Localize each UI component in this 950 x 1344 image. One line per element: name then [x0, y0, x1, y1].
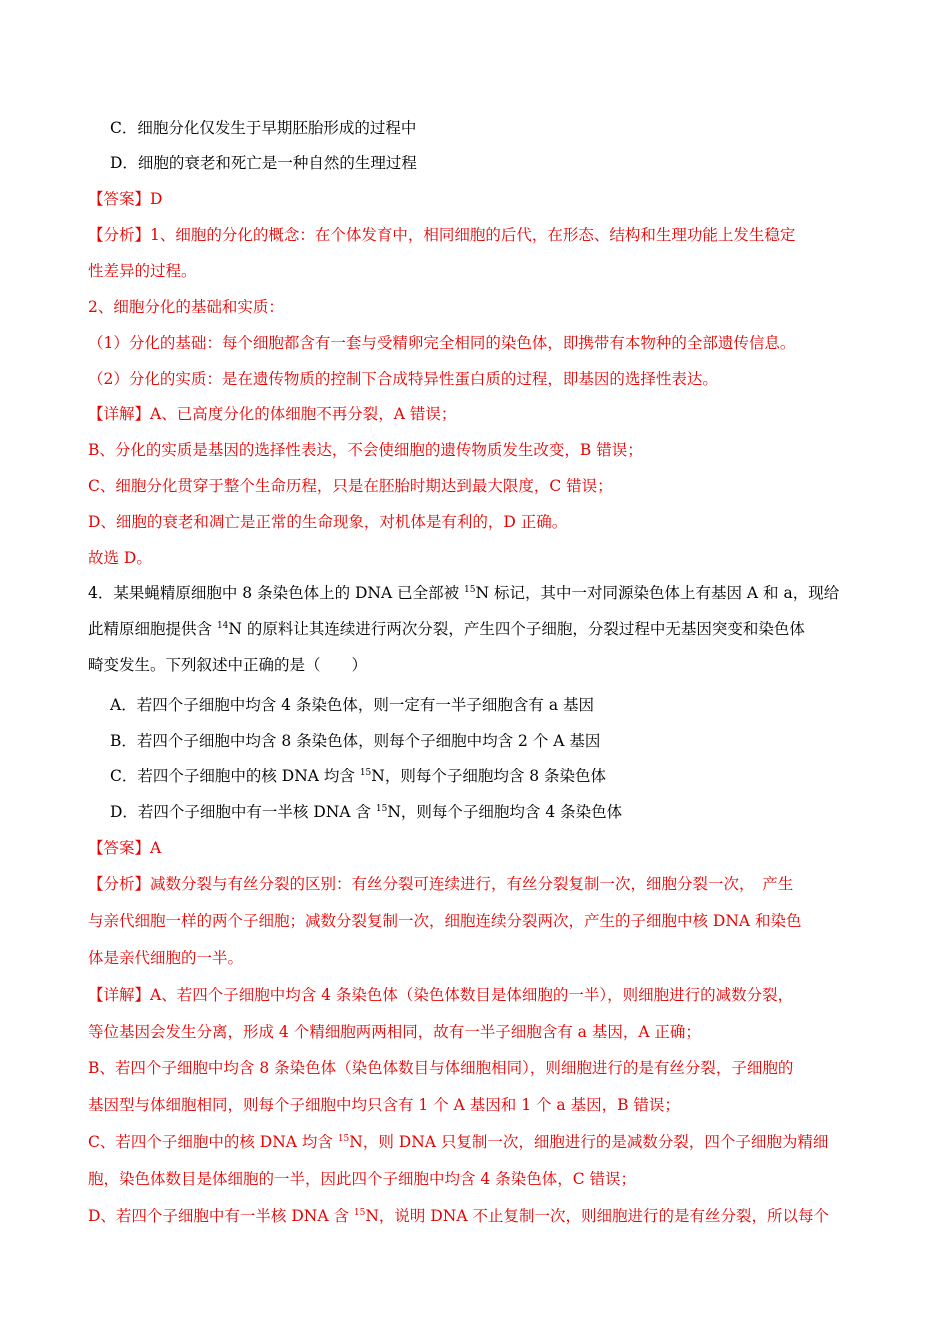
q4-option-d	[110, 801, 622, 823]
q4-answer: 【答案】A	[88, 839, 162, 857]
q4-stem-2-post: N 的原料让其连续进行两次分裂，产生四个子细胞，分裂过程中无基因突变和染色体	[228, 620, 805, 638]
q4-detail-a-line-2: 等位基因会发生分离，形成 4 个精细胞两两相同，故有一半子细胞含有 a 基因，A 正确；	[88, 1023, 701, 1041]
q3-conclusion: 故选 D。	[88, 549, 152, 567]
q3-analysis-line-2: 性差异的过程。	[88, 262, 197, 280]
q4-option-d-post: N，则每个子细胞均含 4 条染色体	[387, 803, 623, 821]
q4-stem-2-pre: 此精原细胞提供含	[88, 620, 217, 638]
q4-stem-1-post: N 标记，其中一对同源染色体上有基因 A 和 a，现给	[475, 584, 840, 602]
q4-stem-line-1	[88, 582, 839, 604]
q4-detail-d-line-1	[88, 1205, 829, 1227]
q4-detail-c-post: N，则 DNA 只复制一次，细胞进行的是减数分裂，四个子细胞为精细	[349, 1133, 829, 1151]
q4-detail-d-post: N，说明 DNA 不止复制一次，则细胞进行的是有丝分裂，所以每个	[365, 1207, 829, 1225]
q4-option-b: B．若四个子细胞中均含 8 条染色体，则每个子细胞中均含 2 个 A 基因	[110, 732, 601, 750]
q3-detail-d: D、细胞的衰老和凋亡是正常的生命现象，对机体是有利的，D 正确。	[88, 513, 568, 531]
q3-analysis-line-1: 【分析】1、细胞的分化的概念：在个体发育中，相同细胞的后代，在形态、结构和生理功能上发生稳定	[88, 226, 796, 244]
q4-stem-line-2	[88, 618, 805, 640]
q4-analysis-line-1: 【分析】减数分裂与有丝分裂的区别：有丝分裂可连续进行，有丝分裂复制一次，细胞分裂一次， 产生	[88, 875, 794, 893]
q4-option-c-pre: C．若四个子细胞中的核 DNA 均含	[110, 767, 360, 785]
q4-analysis-line-3: 体是亲代细胞的一半。	[88, 949, 244, 967]
isotope-superscript: 15	[337, 1134, 350, 1144]
q3-detail-a: 【详解】A、已高度分化的体细胞不再分裂，A 错误；	[88, 405, 457, 423]
q3-analysis-basis: （1）分化的基础：每个细胞都含有一套与受精卵完全相同的染色体，即携带有本物种的全部遗传信息。	[88, 334, 796, 352]
isotope-superscript: 15	[353, 1208, 366, 1218]
q4-analysis-line-2: 与亲代细胞一样的两个子细胞；减数分裂复制一次，细胞连续分裂两次，产生的子细胞中核 DNA 和染色	[88, 912, 802, 930]
q4-detail-b-line-2: 基因型与体细胞相同，则每个子细胞中均只含有 1 个 A 基因和 1 个 a 基因，B 错误；	[88, 1096, 680, 1114]
q4-option-a: A．若四个子细胞中均含 4 条染色体，则一定有一半子细胞含有 a 基因	[110, 696, 595, 714]
q3-analysis-essence: （2）分化的实质：是在遗传物质的控制下合成特异性蛋白质的过程，即基因的选择性表达。	[88, 370, 718, 388]
q4-option-d-pre: D．若四个子细胞中有一半核 DNA 含	[110, 803, 376, 821]
isotope-superscript: 15	[359, 768, 372, 778]
q4-option-c-post: N，则每个子细胞均含 8 条染色体	[371, 767, 607, 785]
q3-detail-b: B、分化的实质是基因的选择性表达，不会使细胞的遗传物质发生改变，B 错误；	[88, 441, 643, 459]
isotope-superscript: 15	[464, 585, 476, 595]
q4-detail-b-line-1: B、若四个子细胞中均含 8 条染色体（染色体数目与体细胞相同），则细胞进行的是有丝分裂，子细胞的	[88, 1059, 794, 1077]
q4-stem-1-pre: 4．某果蝇精原细胞中 8 条染色体上的 DNA 已全部被	[88, 584, 465, 602]
isotope-superscript: 15	[375, 804, 388, 814]
q3-option-d: D．细胞的衰老和死亡是一种自然的生理过程	[110, 154, 417, 172]
q4-option-c	[110, 765, 606, 787]
q3-answer: 【答案】D	[88, 190, 163, 208]
q4-detail-a-line-1: 【详解】A、若四个子细胞中均含 4 条染色体（染色体数目是体细胞的一半），则细胞进行的减数分裂，	[88, 986, 794, 1004]
q4-detail-c-line-2: 胞，染色体数目是体细胞的一半，因此四个子细胞中均含 4 条染色体，C 错误；	[88, 1170, 637, 1188]
q3-option-c: C．细胞分化仅发生于早期胚胎形成的过程中	[110, 119, 417, 137]
q3-analysis-heading-2: 2、细胞分化的基础和实质：	[88, 298, 284, 316]
q3-detail-c: C、细胞分化贯穿于整个生命历程，只是在胚胎时期达到最大限度，C 错误；	[88, 477, 613, 495]
q4-detail-c-line-1	[88, 1131, 828, 1153]
q4-stem-line-3: 畸变发生。下列叙述中正确的是（ ）	[88, 656, 368, 674]
q4-detail-c-pre: C、若四个子细胞中的核 DNA 均含	[88, 1133, 338, 1151]
isotope-superscript: 14	[216, 621, 229, 631]
q4-detail-d-pre: D、若四个子细胞中有一半核 DNA 含	[88, 1207, 354, 1225]
